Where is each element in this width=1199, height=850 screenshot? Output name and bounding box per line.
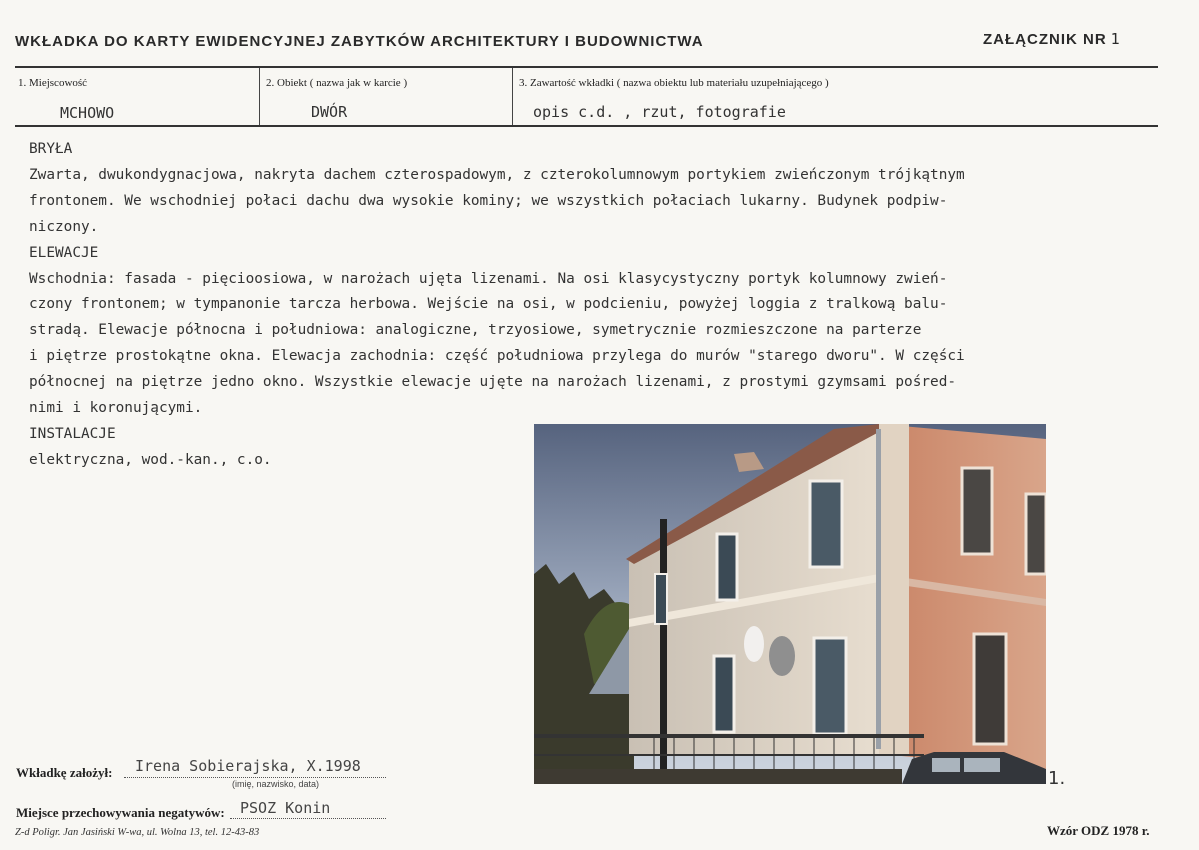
annex-label-text: ZAŁĄCZNIK NR xyxy=(983,31,1107,48)
header-bottom-rule xyxy=(15,125,1158,127)
negatives-label: Miejsce przechowywania negatywów: xyxy=(16,805,225,820)
text-line: INSTALACJE xyxy=(29,425,116,442)
created-by-label: Wkładkę założył: xyxy=(16,765,113,780)
text-line: północnej na piętrze jedno okno. Wszystkie elewacje ujęte na narożach lizenami, z prostymi gzymsami pośred- xyxy=(29,374,957,391)
negatives-line xyxy=(230,818,386,819)
created-by-value: Irena Sobierajska, X.1998 xyxy=(135,757,361,775)
header-top-rule xyxy=(15,66,1158,68)
text-line: frontonem. We wschodniej połaci dachu dwa wysokie kominy; we wszystkich połaciach lukarny. Budynek podpiw- xyxy=(29,192,948,209)
building-photo-drawing xyxy=(534,424,1046,784)
field-value-object: DWÓR xyxy=(311,103,348,121)
field-label-contents: 3. Zawartość wkładki ( nazwa obiektu lub materiału uzupełniającego ) xyxy=(519,77,829,89)
annex-number: 1 xyxy=(1110,30,1121,48)
photo-number: 1. xyxy=(1048,768,1066,789)
form-pattern: Wzór ODZ 1978 r. xyxy=(1047,823,1150,838)
field-divider-1 xyxy=(259,68,260,125)
printer-imprint: Z-d Poligr. Jan Jasiński W-wa, ul. Wolna 13, tel. 12-43-83 xyxy=(15,827,260,838)
annex-label xyxy=(983,30,1121,48)
form-title: WKŁADKA DO KARTY EWIDENCYJNEJ ZABYTKÓW ARCHITEKTURY I BUDOWNICTWA xyxy=(15,33,704,50)
negatives-value: PSOZ Konin xyxy=(240,799,331,817)
text-line: Wschodnia: fasada - pięcioosiowa, w narożach ujęta lizenami. Na osi klasycystyczny portyk kolumnowy zwień- xyxy=(29,270,948,287)
created-by-line xyxy=(124,777,386,778)
text-line: Zwarta, dwukondygnacjowa, nakryta dachem czterospadowym, z czterokolumnowym portykiem zwieńczonym trójkątnym xyxy=(29,166,965,183)
text-line: nimi i koronującymi. xyxy=(29,400,203,417)
section-heading-elewacje: ELEWACJE xyxy=(29,244,99,261)
field-divider-2 xyxy=(512,68,513,125)
text-line: czony frontonem; w tympanonie tarcza herbowa. Wejście na osi, w podcieniu, powyżej loggia z tralkową balu- xyxy=(29,296,948,313)
field-label-locality: 1. Miejscowość xyxy=(18,77,88,89)
text-line: stradą. Elewacje północna i południowa: analogiczne, trzyosiowe, symetrycznie rozmieszczone na parterze xyxy=(29,322,922,339)
section-heading-instalacje: elektryczna, wod.-kan., c.o. xyxy=(29,451,272,468)
text-line: i piętrze prostokątne okna. Elewacja zachodnia: część południowa przylega do murów "starego dworu". W części xyxy=(29,348,965,365)
field-value-contents: opis c.d. , rzut, fotografie xyxy=(533,103,786,121)
text-line: niczony. xyxy=(29,218,99,235)
building-photo xyxy=(534,424,1046,784)
field-value-locality: MCHOWO xyxy=(60,104,115,122)
field-label-object: 2. Obiekt ( nazwa jak w karcie ) xyxy=(266,77,408,89)
section-heading-bryla: BRYŁA xyxy=(29,141,73,157)
created-by-hint: (imię, nazwisko, data) xyxy=(232,779,320,789)
